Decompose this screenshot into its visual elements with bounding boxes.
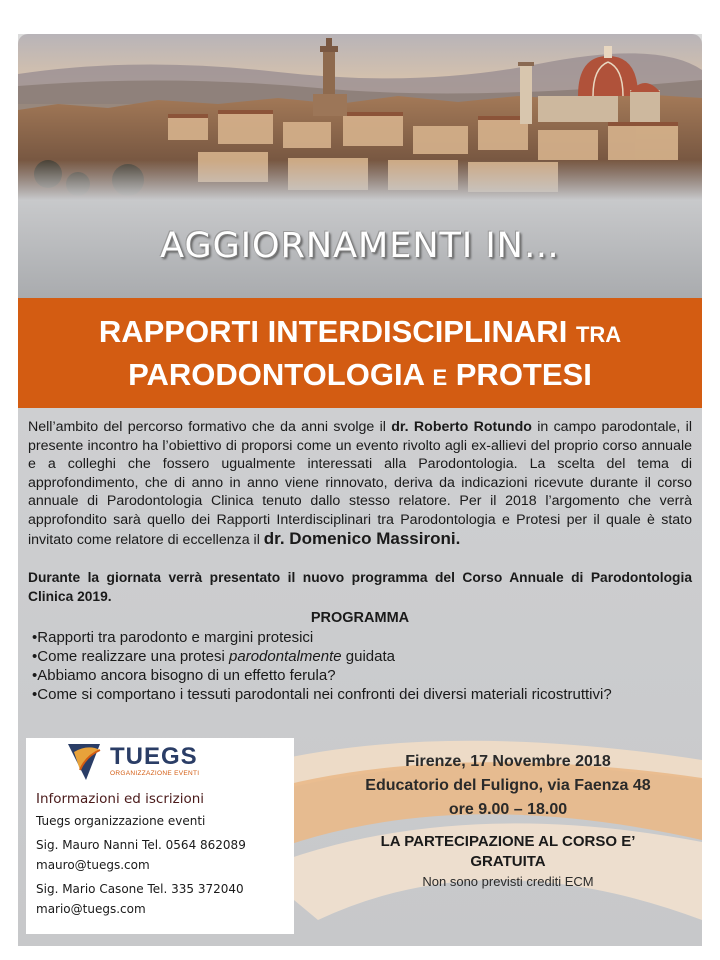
info-contact-2: Sig. Mario Casone Tel. 335 372040 (36, 882, 244, 896)
program-list (30, 628, 670, 704)
main-title: AGGIORNAMENTI IN… (160, 226, 560, 266)
guest-speaker-name: dr. Domenico Massironi (263, 528, 456, 548)
info-organizer: Tuegs organizzazione eventi (36, 814, 206, 828)
subtitle-word: PARODONTOLOGIA (128, 357, 424, 392)
program-item-text: guidata (341, 648, 396, 665)
program-item: •Rapporti tra parodonto e margini protesici (32, 629, 314, 646)
subtitle-word: RAPPORTI INTERDISCIPLINARI (98, 314, 568, 349)
program-title: PROGRAMMA (310, 610, 410, 626)
info-email-2[interactable]: mario@tuegs.com (36, 902, 146, 916)
intro-highlight: Durante la giornata verrà presentato il nuovo programma del Corso Annuale di Parodontologia Clinica 2019. (28, 570, 692, 604)
program-item-text: Rapporti tra parodonto e margini protesici (37, 629, 314, 646)
intro-text: . (455, 528, 461, 548)
info-title: Informazioni ed iscrizioni (36, 791, 205, 807)
hero-fade (18, 160, 702, 200)
florence-skyline-image (18, 34, 702, 200)
event-date: Firenze, 17 Novembre 2018 (405, 753, 611, 770)
program-item: •Come realizzare una protesi parodontalmente guidata (32, 648, 396, 665)
program-item-text: Abbiamo ancora bisogno di un effetto ferula? (37, 667, 336, 684)
info-contact-1: Sig. Mauro Nanni Tel. 0564 862089 (36, 838, 246, 852)
subtitle-connector: TRA (575, 322, 622, 347)
subtitle-line2 (128, 357, 592, 392)
speaker-name: dr. Roberto Rotundo (391, 419, 532, 435)
program-item: •Come si comportano i tessuti parodontali nei confronti dei diversi materiali ricostruttivi? (32, 686, 612, 703)
event-details (330, 750, 686, 822)
event-time: ore 9.00 – 18.00 (448, 801, 568, 818)
logo-subtext: ORGANIZZAZIONE EVENTI (110, 770, 200, 777)
event-venue: Educatorio del Fuligno, via Faenza 48 (365, 777, 651, 794)
logo-text: TUEGS (110, 743, 198, 770)
subtitle-connector: E (432, 365, 448, 390)
program-item: •Abbiamo ancora bisogno di un effetto ferula? (32, 667, 336, 684)
intro-text: in campo parodontale, il presente incontro ha l’obiettivo di proporsi come un evento rivolto agli ex-allievi del proprio corso annuale e a colleghi che fossero ugualmente interessati alla Parodontologia. La scelta del tema di approfondimento, che di anno in anno viene rinnovato, deriva da indicazioni ricevute durante il corso annuale di Parodontologia Clinica tenuto dallo stesso relatore. Per il 2018 l’argomento che verrà approfondito sarà quello dei Rapporti Interdisciplinari tra Parodontologia e Protesi per il quale è stato invitato come relatore di eccellenza il (28, 419, 692, 548)
program-item-text: Come si comportano i tessuti parodontali nei confronti dei diversi materiali ricostruttivi? (37, 686, 612, 703)
program-item-text: Come realizzare una protesi (37, 648, 230, 665)
intro-paragraph (28, 418, 692, 549)
subtitle (18, 312, 702, 398)
subtitle-line1 (99, 314, 621, 349)
subtitle-word: PROTESI (455, 357, 592, 392)
ecm-note: Non sono previsti crediti ECM (422, 874, 594, 889)
info-email-1[interactable]: mauro@tuegs.com (36, 858, 150, 872)
free-participation (330, 832, 686, 872)
intro-text: Nell’ambito del percorso formativo che da anni svolge il (28, 419, 392, 435)
program-item-emphasis: parodontalmente (229, 648, 342, 665)
free-line-1: LA PARTECIPAZIONE AL CORSO E’ (380, 833, 636, 850)
free-line-2: GRATUITA (470, 853, 546, 870)
